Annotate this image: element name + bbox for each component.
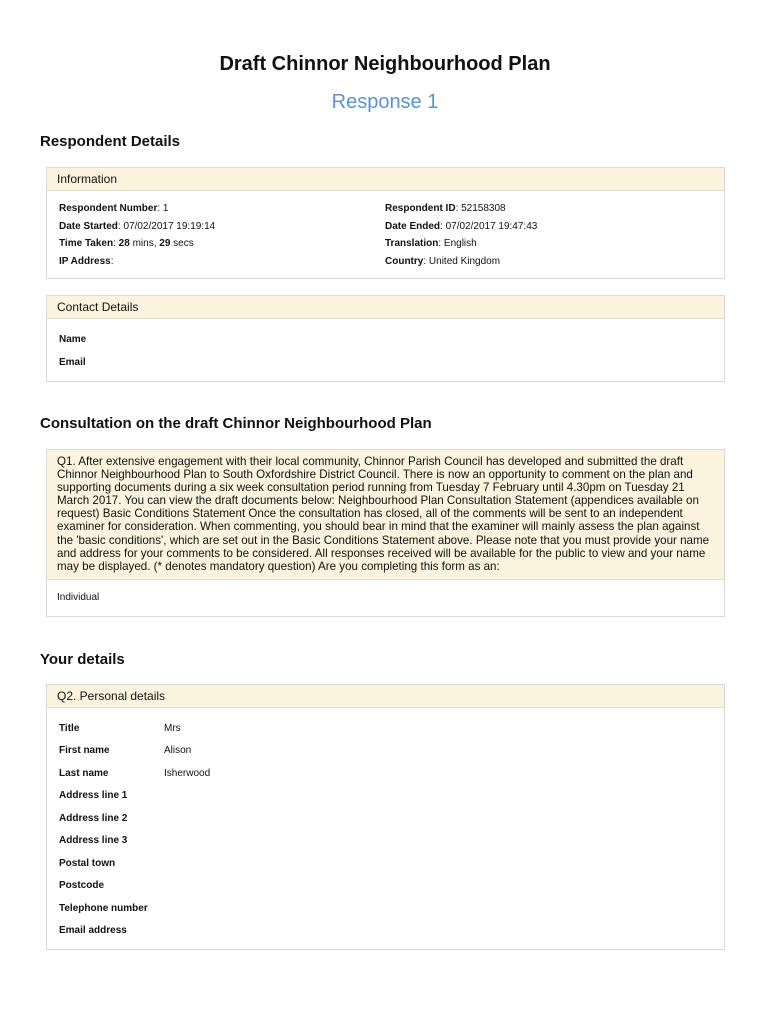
contact-name-row [59, 328, 712, 351]
info-row: Respondent Number : 1 Respondent ID : 52158308 [59, 203, 506, 215]
personal-detail-row [59, 807, 712, 830]
personal-detail-row [59, 875, 712, 898]
contact-email-row [59, 351, 712, 374]
personal-detail-value: Alison [164, 745, 192, 757]
personal-detail-label: Postal town [59, 857, 116, 869]
personal-detail-row [59, 785, 712, 808]
info-row: Date Started : 07/02/2017 19:19:14 Date Ended : 07/02/2017 19:47:43 [59, 220, 538, 232]
respondent-id-label: Respondent ID [385, 203, 456, 215]
personal-detail-label: Last name [59, 767, 109, 779]
personal-detail-row [59, 717, 712, 740]
info-row: Time Taken : 28 mins, 29 secs Translation : English [59, 238, 477, 250]
q2-panel [46, 684, 725, 950]
ip-address-label: IP Address [59, 255, 111, 267]
information-panel [46, 167, 725, 279]
personal-detail-row [59, 897, 712, 920]
q1-panel [46, 449, 725, 617]
q1-question: Q1. After extensive engagement with their local community, Chinnor Parish Council has developed and submitted the draft Chinnor Neighbourhood Plan to South Oxfordshire District Council. There is now an opportunity to comment on the plan and supporting documents during a six week consultation period running from Tuesday 7 February until 4.30pm on Tuesday 21 March 2017. You can view the draft documents below: Neighbourhood Plan Consultation Statement (appendices available on request) Basic Conditions Statement Once the consultation has closed, all of the comments will be sent to an independent examiner for consideration. When commenting, you should bear in mind that the examiner will mainly assess the plan against the 'basic conditions', which are set out in the Basic Conditions Statement above. Please note that you must provide your name and address for your comments to be considered. All responses received will be available for the public to view and your name may be displayed. (* denotes mandatory question) Are you completing this form as an: [47, 450, 724, 580]
personal-detail-label: Email address [59, 925, 127, 937]
respondent-id-value: 52158308 [461, 203, 506, 215]
personal-detail-label: Address line 3 [59, 835, 128, 847]
personal-detail-label: Telephone number [59, 902, 148, 914]
time-taken-secs-unit: secs [173, 238, 194, 250]
q1-answer: Individual [57, 591, 100, 603]
respondent-number-label: Respondent Number [59, 203, 158, 215]
q2-title: Q2. Personal details [47, 685, 724, 708]
translation-label: Translation [385, 238, 439, 250]
consultation-heading: Consultation on the draft Chinnor Neighbourhood Plan [40, 415, 432, 432]
response-subtitle: Response 1 [331, 91, 439, 113]
personal-detail-label: Address line 1 [59, 790, 128, 802]
personal-detail-row [59, 740, 712, 763]
contact-email-label: Email [59, 357, 86, 368]
personal-detail-value: Mrs [164, 722, 181, 734]
country-value: United Kingdom [428, 255, 501, 267]
contact-details-title: Contact Details [47, 296, 724, 319]
info-row: IP Address : Country : United Kingdom [59, 255, 501, 267]
personal-detail-row [59, 920, 712, 943]
date-ended-label: Date Ended [385, 220, 441, 232]
information-panel-title: Information [47, 168, 724, 191]
personal-detail-row [59, 852, 712, 875]
respondent-details-heading: Respondent Details [40, 133, 181, 150]
personal-detail-label: Address line 2 [59, 812, 128, 824]
translation-value: English [443, 238, 477, 250]
time-taken-label: Time Taken [59, 238, 114, 250]
personal-details-list [47, 708, 724, 942]
time-taken-mins-unit: mins, [132, 238, 157, 250]
personal-detail-value: Isherwood [164, 767, 211, 779]
personal-detail-row [59, 762, 712, 785]
date-started-label: Date Started [59, 220, 118, 232]
date-ended-value: 07/02/2017 19:47:43 [445, 220, 538, 232]
time-taken-mins: 28 [118, 238, 130, 250]
personal-detail-row [59, 830, 712, 853]
personal-detail-label: First name [59, 745, 110, 757]
respondent-number-value: 1 [162, 203, 169, 215]
page-title: Draft Chinnor Neighbourhood Plan [219, 53, 551, 75]
your-details-heading: Your details [40, 651, 125, 668]
personal-detail-label: Title [59, 722, 80, 734]
date-started-value: 07/02/2017 19:19:14 [123, 220, 216, 232]
country-label: Country [385, 255, 424, 267]
personal-detail-label: Postcode [59, 880, 105, 892]
contact-name-label: Name [59, 334, 87, 345]
time-taken-secs: 29 [159, 238, 171, 250]
contact-details-panel [46, 295, 725, 382]
